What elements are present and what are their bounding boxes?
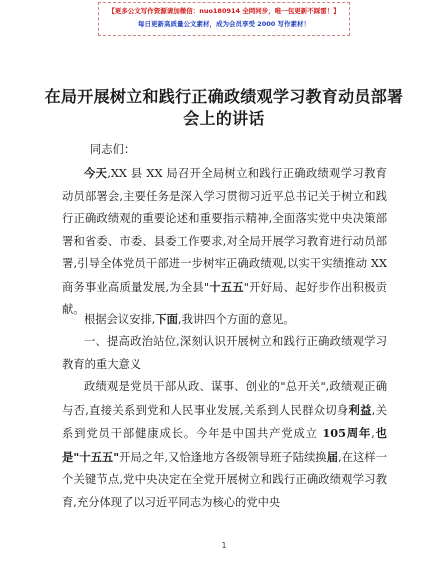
paragraph-section-1 [62, 376, 387, 514]
page-number: 1 [221, 541, 227, 550]
paragraph-agenda [62, 308, 387, 332]
promo-banner [98, 2, 350, 36]
p4-b2: 105周年 [322, 426, 372, 440]
p4-b4: 届 [326, 449, 339, 464]
p4-c: ,关系到党员干部健康成长。今年是中国共产党成立 [62, 403, 387, 440]
p4-b1: 利益 [348, 402, 372, 417]
p4-f: ,在这样一个关键节点,党中央决定在全党开展树立和践行正确政绩观学习教育,充分体现了以习近平同志为核心的党中央 [62, 450, 388, 509]
salutation: 同志们： [90, 143, 136, 156]
paragraph-intro-lead: 今天 [84, 166, 108, 180]
paragraph-intro-body: ,XX 县 XX 局召开全局树立和践行正确政绩观学习教育动员部署会,主要任务是深入学习贯彻习近平总书记关于树立和践行正确政绩观的重要论述和重要指示精神,全面落实党中央决策部署和省委、市委、县委工作要求,对全局开展学习教育进行动员部署,引导全体党员干部进一步树牢正确政绩观,以实干实绩推动 XX 商务事业高质量发展,为全县" [62, 167, 387, 294]
promo-banner-line2: 每日更新高质量公文素材，成为会员享受 2000 写作素材！ [137, 20, 311, 28]
document-title: 在局开展树立和践行正确政绩观学习教育动员部署会上的讲话 [44, 87, 404, 128]
section-heading-1: 一、提高政治站位,深刻认识开展树立和践行正确政绩观学习教育的重大意义 [62, 335, 387, 371]
p4-d: , [371, 427, 375, 440]
paragraph-agenda-bold: 下面 [155, 312, 178, 326]
paragraph-agenda-pre: 根据会议安排, [84, 313, 156, 326]
p4-e: 开局之年,又恰逢地方各级领导班子陆续换 [119, 450, 327, 464]
paragraph-agenda-post: ,我讲四个方面的意见。 [177, 313, 295, 326]
paragraph-intro [62, 162, 387, 322]
p4-a: 政绩观是党员干部从政、谋事、创业的"总开关",政绩观正确与否,直接关系到党和人民事业发展,关系到人民群众切身 [62, 380, 387, 417]
promo-banner-line1: 【更多公文写作资源请加微信：nuo180914 全网同步，唯一包更新不踩雷！】 [108, 7, 340, 15]
p4-b3: 也是"十五五" [62, 426, 387, 464]
paragraph-intro-term: 十五五 [209, 279, 244, 294]
paragraph-intro-tail: "开好局、起好步作出积极贡献。 [62, 280, 387, 316]
